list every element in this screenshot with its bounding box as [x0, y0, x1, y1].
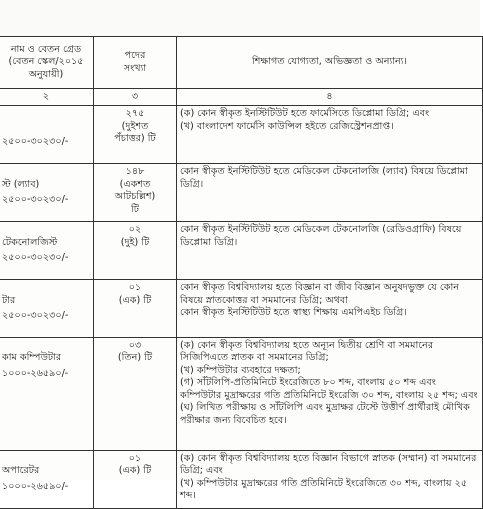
requirements-cell	[177, 106, 483, 164]
post-cell	[0, 450, 94, 508]
requirement-item: (ক) কোন স্বীকৃত ইনস্টিটিউট হতে ফার্মেসিতে ডিপ্লোমা ডিগ্রি; এবং	[180, 108, 430, 120]
pay-scale: ২৫০০-৩০২৩০/-	[2, 252, 69, 264]
requirement-item: কোন স্বীকৃত বিশ্ববিদ্যালয় হতে বিজ্ঞান বা জীব বিজ্ঞান অনুষদভুক্ত যে কোন বিষয়ে স্নাতকোত্তর বা সমমানের ডিগ্রি; অথবা	[180, 282, 459, 306]
column-number: ৪	[177, 89, 483, 106]
post-cell	[0, 337, 94, 450]
page-top-margin	[0, 0, 480, 36]
pay-scale: ২৫০০-৩০২৩০/-	[2, 310, 69, 322]
column-number: ২	[0, 89, 94, 106]
column-number: ৩	[94, 89, 177, 106]
requirement-item: কোন স্বীকৃত ইনস্টিটিউট হতে স্বাস্থ্য শিক্ষায় এমপিএইচ ডিগ্রি।	[180, 307, 407, 319]
requirement-item: (ঘ) লিখিত পরীক্ষায় ও সাঁটলিপি এবং মুদ্রাক্ষর টেস্টে উত্তীর্ণ প্রার্থীরাই মৌখিক পরীক্ষার জন্য বিবেচিত হবে।	[180, 402, 470, 426]
column-number-row	[0, 89, 483, 106]
post-cell	[0, 222, 94, 280]
post-name: স্ট (ল্যাব)	[2, 178, 40, 190]
pay-scale: ১০০০-২৬৫৯০/-	[2, 480, 69, 492]
pay-scale: ১০০০-২৬৫৯০/-	[2, 367, 69, 379]
post-count: ০১ (এক) টি	[94, 280, 177, 338]
post-cell	[0, 280, 94, 338]
requirements-cell	[177, 337, 483, 450]
table-row	[0, 164, 483, 222]
table-row	[0, 106, 483, 164]
post-cell	[0, 106, 94, 164]
post-cell	[0, 164, 94, 222]
table-row	[0, 280, 483, 338]
post-name: টেকনোলজিস্ট	[2, 236, 58, 248]
requirement-item: কোন স্বীকৃত ইনস্টিটিউট হতে মেডিকেল টেকনোলজি (রেডিওগ্রাফি) বিষয়ে ডিপ্লোমা ডিগ্রি।	[180, 224, 462, 248]
requirements-cell	[177, 280, 483, 338]
post-count: ০৩ (তিন) টি	[94, 337, 177, 450]
requirement-item: (খ) কম্পিউটার মুদ্রাক্ষরের গতি প্রতিমিনিটে ইংরেজিতে ৩০ শব্দ, বাংলায় ২৫ শব্দ।	[180, 477, 468, 502]
requirement-item: (ক) কোন স্বীকৃত বিশ্ববিদ্যালয় হতে বিজ্ঞান বিভাগে স্নাতক (সম্মান) বা সমমানের ডিগ্রি; এবং	[180, 452, 477, 477]
requirements-cell	[177, 164, 483, 222]
table-row	[0, 450, 483, 508]
post-count: ২৭৫ (দুইশত পঁচাত্তর) টি	[94, 106, 177, 164]
header-post-grade: নাম ও বেতন গ্রেড (বেতন স্কেল/২০১৫ অনুযায়ী)	[0, 37, 94, 89]
pay-scale: ২৫০০-৩০২৩০/-	[2, 194, 69, 206]
requirements-cell	[177, 222, 483, 280]
requirement-item: (ক) কোন স্বীকৃত বিশ্ববিদ্যালয় হতে অন্যূন দ্বিতীয় শ্রেণি বা সমমানের সিজিপিএতে স্নাতক বা সমমানের ডিগ্রি;	[180, 339, 434, 364]
post-count: ১৪৮ (একশত আটচল্লিশ) টি	[94, 164, 177, 222]
header-qualifications: শিক্ষাগত যোগ্যতা, অভিজ্ঞতা ও অন্যান্য।	[177, 37, 483, 89]
header-post-count: পদের সংখ্যা	[94, 37, 177, 89]
requirement-item: (খ) বাংলাদেশ ফার্মেসি কাউন্সিল হইতে রেজিস্ট্রেশনপ্রাপ্ত।	[180, 120, 394, 132]
table-row	[0, 337, 483, 450]
post-count: ০১ (এক) টি	[94, 450, 177, 508]
table-row	[0, 222, 483, 280]
post-count: ০২ (দুই) টি	[94, 222, 177, 280]
requirement-item: (খ) কম্পিউটার ব্যবহারে দক্ষতা;	[180, 364, 301, 376]
requirement-item: (গ) সাঁটলিপি-প্রতিমিনিটে ইংরেজিতে ৮০ শব্দ, বাংলায় ৫০ শব্দ এবং কম্পিউটার মুদ্রাক্ষরের গতি প্রতিমিনিটে ইংরেজি ৩০ শব্দ, বাংলায় ২৫ শব্দ; এবং	[180, 377, 478, 401]
pay-scale: ২৫০০-৩০২৩০/-	[2, 136, 69, 148]
post-name: অপারেটর	[2, 465, 40, 477]
requirement-item: কোন স্বীকৃত ইনস্টিটিউট হতে মেডিকেল টেকনোলজি (ল্যাব) বিষয়ে ডিপ্লোমা ডিগ্রি।	[180, 166, 468, 190]
post-name: টার	[2, 294, 16, 306]
post-name: কাম কম্পিউটার	[2, 352, 62, 364]
table-header-row	[0, 37, 483, 89]
requirements-cell	[177, 450, 483, 508]
recruitment-table	[0, 36, 483, 509]
